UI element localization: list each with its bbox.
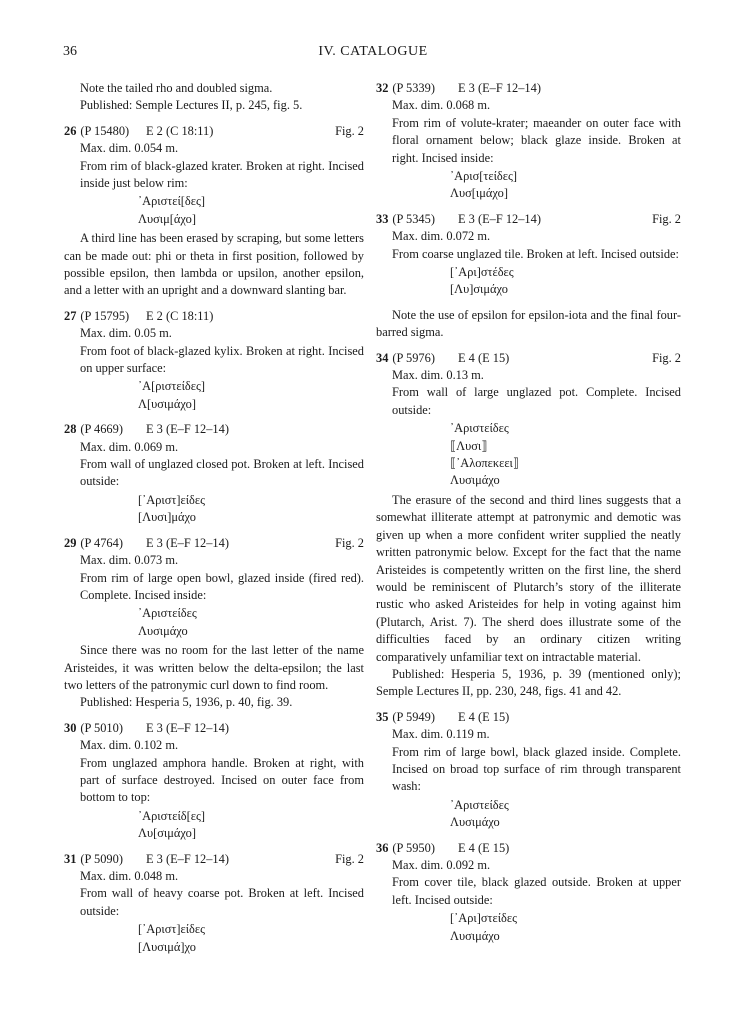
inscription-line: ᾿Αρισ[τείδες] [450,169,517,184]
figure-ref: Fig. 2 [335,535,364,550]
entry-header [376,80,681,97]
left-column [64,80,364,958]
context: E 4 (E 15) [458,709,510,724]
inscription-line: ᾿Αριστείδες [138,606,197,621]
context: E 2 (C 18:11) [146,308,214,323]
catalogue-entry-32 [376,80,681,203]
context: E 3 (E–F 12–14) [458,81,541,95]
entry-number: 30 [64,720,77,735]
max-dim: Max. dim. 0.068 m. [392,98,491,113]
inscription-line: [᾿Αριστ]είδες [138,922,205,937]
entry-number: 27 [64,308,77,323]
inscription [376,168,681,203]
inventory-number: (P 5949) [392,709,435,724]
inventory-number: (P 4764) [80,535,123,550]
context: E 4 (E 15) [458,840,510,855]
catalogue-entry-35 [376,709,681,832]
entry-number: 26 [64,123,77,138]
inscription-line: Λυσιμάχο [450,928,500,943]
published-29: Published: Hesperia 5, 1936, p. 40, fig. 39. [80,695,293,710]
entry-number: 34 [376,350,389,365]
description: From wall of heavy coarse pot. Broken at left. Incised outside: [80,886,364,918]
inventory-number: (P 5339) [392,81,435,95]
description: From rim of large bowl, black glazed inside. Complete. Incised on broad top surface of rim through transparent wash: [392,744,681,794]
inscription-line-erased: ⟦Λυσι⟧ [450,438,488,453]
inscription [376,420,681,490]
figure-ref: Fig. 2 [652,350,681,365]
figure-ref: Fig. 2 [335,851,364,866]
intro-published: Published: Semple Lectures II, p. 245, fig. 5. [80,98,303,113]
inscription-line: Λυσιμάχο [450,815,500,830]
max-dim: Max. dim. 0.048 m. [80,868,179,883]
description: From wall of unglazed closed pot. Broken at left. Incised outside: [80,457,364,489]
inventory-number: (P 5345) [392,211,435,226]
inscription-line: ᾿Αριστείδες [450,797,509,812]
catalogue-entry-30 [64,720,364,843]
inscription-line: [Λυσι]μάχο [138,510,196,525]
inscription-line: [᾿Αρι]στείδες [450,911,517,926]
context: E 4 (E 15) [458,350,510,365]
description: From rim of black-glazed krater. Broken at right. Incised inside just below rim: [80,158,364,191]
description: From foot of black-glazed kylix. Broken at right. Incised on upper surface: [80,343,364,376]
inventory-number: (P 5010) [80,720,123,735]
inventory-number: (P 15795) [80,308,130,323]
catalogue-entry-34 [376,350,681,490]
inscription-line: Λ[υσιμάχο] [138,396,196,411]
description: From rim of volute-krater; maeander on outer face with floral ornament below; black glaze inside. Broken at right. Incised inside: [392,115,681,165]
max-dim: Max. dim. 0.102 m. [80,738,179,753]
max-dim: Max. dim. 0.119 m. [392,727,490,742]
inscription-line: Λυ[σιμάχο] [138,826,196,841]
inscription-line: ᾿Α[ριστείδες] [138,379,205,394]
entry-header [64,720,364,737]
inscription-line: ᾿Αριστείδες [450,421,509,436]
inscription-line: Λυσιμάχο [138,623,188,638]
inscription [376,797,681,832]
entry-number: 32 [376,81,389,95]
inscription [64,492,364,527]
entry-header [64,308,364,325]
entry-header [376,211,681,228]
inscription [64,921,364,956]
entry-header [376,709,681,726]
max-dim: Max. dim. 0.072 m. [392,229,491,244]
inscription-line: ᾿Αριστεί[δες] [138,194,205,209]
inscription-line: ᾿Αριστείδ[ες] [138,808,205,823]
entry-header [64,123,364,140]
description: From cover tile, black glazed outside. Broken at upper left. Incised outside: [392,875,681,907]
figure-ref: Fig. 2 [652,211,681,226]
max-dim: Max. dim. 0.054 m. [80,141,179,156]
inscription [64,193,364,228]
description: From wall of large unglazed pot. Complete. Incised outside: [392,385,681,417]
context: E 3 (E–F 12–14) [146,535,229,550]
inscription-line-erased: ⟦᾿Αλοπεκεει⟧ [450,456,519,471]
inscription [376,264,681,299]
inscription-line: [Λυ]σιμάχο [450,282,508,297]
inscription-line: Λυσ[ιμάχο] [450,186,508,201]
note-33: Note the use of epsilon for epsilon-iota and the final four-barred sigma. [376,307,681,340]
entry-header [64,421,364,438]
published-34: Published: Hesperia 5, 1936, p. 39 (mentioned only); Semple Lectures II, pp. 230, 248, figs. 41 and 42. [376,666,681,699]
entry-header [64,535,364,552]
inscription-line: [Λυσιμά]χο [138,939,196,954]
inscription-line: [᾿Αρι]στέδες [450,265,514,280]
inscription [64,378,364,413]
max-dim: Max. dim. 0.13 m. [392,368,484,383]
description: From rim of large open bowl, glazed inside (fired red). Complete. Incised inside: [80,570,364,602]
context: E 2 (C 18:11) [146,123,214,138]
context: E 3 (E–F 12–14) [458,211,541,226]
entry-number: 36 [376,840,389,855]
catalogue-entry-27 [64,308,364,413]
inscription-line: Λυσιμάχο [450,473,500,488]
inscription-line: [᾿Αριστ]είδες [138,492,205,507]
inventory-number: (P 5976) [392,350,435,365]
entry-number: 28 [64,422,77,437]
max-dim: Max. dim. 0.073 m. [80,553,179,568]
inscription [64,808,364,843]
entry-number: 35 [376,709,389,724]
max-dim: Max. dim. 0.092 m. [392,857,491,872]
max-dim: Max. dim. 0.069 m. [80,439,179,454]
running-title: IV. CATALOGUE [318,44,428,59]
catalogue-entry-36 [376,840,681,945]
entry-header [64,851,364,868]
catalogue-entry-26 [64,123,364,228]
right-column [376,80,681,947]
note-29: Since there was no room for the last letter of the name Aristeides, it was written below the delta-epsilon; the last two letters of the patronymic curl down to find room. [64,643,364,692]
inventory-number: (P 5950) [392,840,435,855]
entry-header [376,350,681,367]
catalogue-entry-33 [376,211,681,299]
inscription [64,605,364,640]
max-dim: Max. dim. 0.05 m. [80,326,172,341]
inscription [376,910,681,945]
catalogue-entry-29 [64,535,364,640]
figure-ref: Fig. 2 [335,123,364,138]
note-26: A third line has been erased by scraping, but some letters can be made out: phi or theta in first position, followed by possible epsilon, then lambda or upsilon, another epsilon, and a letter with an upright and a downward slanting bar. [64,231,364,298]
inventory-number: (P 5090) [80,851,123,866]
context: E 3 (E–F 12–14) [146,720,229,735]
entry-number: 29 [64,535,77,550]
page-header [63,44,683,66]
entry-number: 31 [64,851,77,866]
catalogue-entry-31 [64,851,364,956]
description: From unglazed amphora handle. Broken at right, with part of surface destroyed. Incised on outer face from bottom to top: [80,755,364,805]
description: From coarse unglazed tile. Broken at left. Incised outside: [392,246,679,261]
note-34: The erasure of the second and third lines suggests that a somewhat illiterate attempt at patronymic and demotic was given up when a more confident writer supplied the neatly written patronymic below. Except for the fact that the name Aristeides is competently written on the first line, the sherd would be reminiscent of Plutarch’s story of the illiterate rustic who asked Aristeides for help in voting against him (Plutarch, Arist. 7). The sherd does illustrate some of the difficulties faced by an ordinary citizen writing comparatively unfamiliar text on intractable material. [376,492,681,664]
inventory-number: (P 4669) [80,422,123,437]
page-number: 36 [63,44,77,59]
inscription-line: Λυσιμ[άχο] [138,211,196,226]
intro-note: Note the tailed rho and doubled sigma. [80,81,273,95]
catalogue-entry-28 [64,421,364,526]
inventory-number: (P 15480) [80,123,130,138]
entry-number: 33 [376,211,389,226]
context: E 3 (E–F 12–14) [146,851,229,866]
context: E 3 (E–F 12–14) [146,422,229,437]
entry-header [376,840,681,857]
